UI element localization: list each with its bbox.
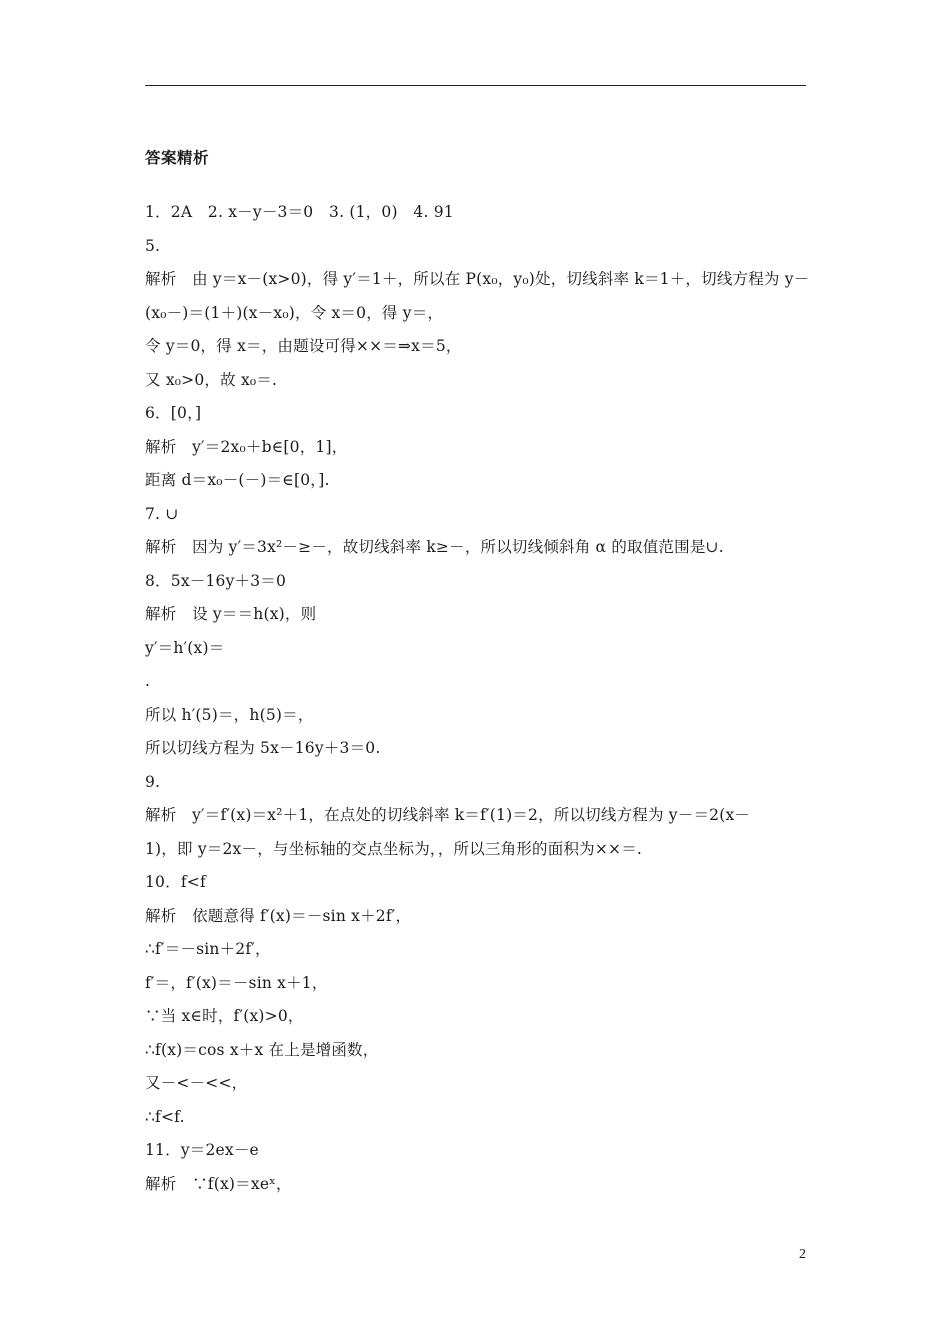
answer-line: ∴f<f. [145,1107,185,1126]
header-rule [145,85,806,86]
answer-line: 1)，即 y＝2x－，与坐标轴的交点坐标为，，所以三角形的面积为××＝. [145,839,643,858]
answer-line: f′＝，f′(x)＝－sin x＋1， [145,973,328,992]
answer-line: ∴f(x)＝cos x＋x 在上是增函数， [145,1040,379,1059]
answer-line: 7. ∪ [145,504,179,523]
answer-line: 1．2A 2. x－y－3＝0 3. (1，0) 4. 91 [145,203,454,221]
answer-line: 所以 h′(5)＝，h(5)＝， [145,705,314,724]
answer-line: (x₀－)＝(1＋)(x－x₀)，令 x＝0，得 y＝， [145,303,444,322]
answer-line: 6．[0，] [145,404,202,422]
answer-line: 解析 y′＝2x₀＋b∈[0，1]， [145,437,348,456]
answer-line: 10．f<f [145,873,206,891]
answer-line: 又－<－<<， [145,1074,248,1092]
answer-line: 5. [145,236,161,255]
answer-line: 解析 因为 y′＝3x²－≥－，故切线斜率 k≥－，所以切线倾斜角 α 的取值范围是∪. [145,538,724,556]
answer-line: ∵当 x∈时，f′(x)>0， [145,1007,304,1025]
answer-line: . [145,672,151,690]
answer-line: 解析 设 y＝＝h(x)，则 [145,605,317,623]
section-heading: 答案精析 [145,149,210,167]
answer-line: ∴f′＝－sin＋2f′， [145,940,271,958]
answer-line: 解析 y′＝f′(x)＝x²＋1，在点处的切线斜率 k＝f′(1)＝2，所以切线方程为 y－＝2(x－ [145,806,751,824]
answer-line: 令 y＝0，得 x＝，由题设可得××＝⇒x＝5， [145,337,462,355]
answer-line: 解析 由 y＝x－(x>0)，得 y′＝1＋，所以在 P(x₀，y₀)处，切线斜率 k＝1＋，切线方程为 y－ [145,270,810,288]
answer-line: 所以切线方程为 5x－16y＋3＝0. [145,739,381,757]
answer-line: 解析 依题意得 f′(x)＝－sin x＋2f′， [145,906,412,925]
answer-body [145,198,810,1203]
answer-line: y′＝h′(x)＝ [145,638,225,657]
answer-line: 又 x₀>0，故 x₀＝. [145,370,278,389]
page-number: 2 [799,1247,806,1262]
answer-line: 11．y＝2ex－e [145,1141,259,1159]
answer-line: 解析 ∵f(x)＝xeˣ， [145,1174,292,1193]
answer-line: 8．5x－16y＋3＝0 [145,571,287,590]
answer-line: 9. [145,772,161,791]
answer-line: 距离 d＝x₀－(－)＝∈[0，]. [145,471,330,489]
